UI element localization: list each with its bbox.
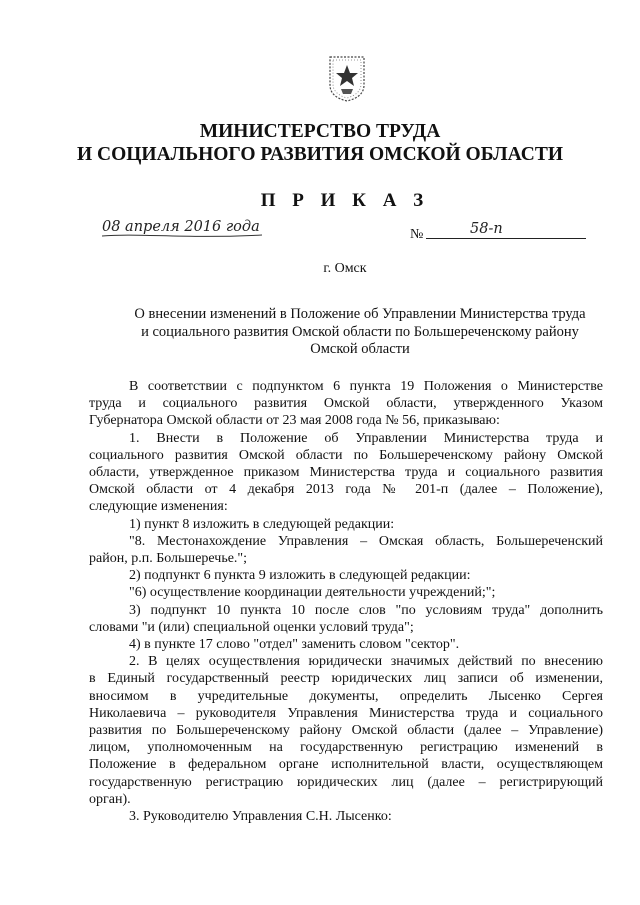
order-date: 08 апреля 2016 года xyxy=(102,219,260,235)
body-line: 1) пункт 8 изложить в следующей редакции: xyxy=(129,516,395,532)
body-line: Положение в федеральном органе исполнительной власти, осуществляющем xyxy=(89,757,603,773)
body-line: развития по Большереченскому району Омской области (далее – Управление) xyxy=(89,723,603,739)
number-underline xyxy=(426,238,586,239)
body-line: 3. Руководителю Управления С.Н. Лысенко: xyxy=(129,809,392,825)
body-line: в Единый государственный реестр юридических лиц записи об изменении, xyxy=(89,671,603,687)
body-line: Николаевича – руководителя Управления Министерства труда и социального xyxy=(89,705,603,721)
body-line: лицом, уполномоченным на государственную регистрацию изменений в xyxy=(89,740,603,756)
body-line: "6) осуществление координации деятельности учреждений;"; xyxy=(129,585,496,601)
body-line: 2) подпункт 6 пункта 9 изложить в следующей редакции: xyxy=(129,568,471,584)
order-title xyxy=(80,306,640,359)
body-line: Омской области от 4 декабря 2013 года № 201-п (далее – Положение), xyxy=(89,482,603,498)
ministry-name-line-1: МИНИСТЕРСТВО ТРУДА xyxy=(199,121,441,142)
body-line: Губернатора Омской области от 23 мая 2008 года № 56, приказываю: xyxy=(89,413,500,429)
body-line: "8. Местонахождение Управления – Омская область, Большереченский xyxy=(129,533,603,549)
body-line: В соответствии с подпунктом 6 пункта 19 Положения о Министерстве xyxy=(129,379,603,394)
title-line: Омской области xyxy=(310,341,410,357)
body-line: области, утвержденное приказом Министерства труда и социального развития xyxy=(89,465,603,481)
order-body xyxy=(89,378,603,825)
body-line: труда и социального развития Омской области, утвержденного Указом xyxy=(89,396,603,412)
title-line: О внесении изменений в Положение об Управлении Министерства труда xyxy=(134,306,586,322)
coat-of-arms-emblem xyxy=(327,55,367,103)
body-line: 1. Внести в Положение об Управлении Министерства труда и xyxy=(129,430,603,446)
number-label: № xyxy=(410,227,424,242)
body-line: 3) подпункт 10 пункта 10 после слов "по условиям труда" дополнить xyxy=(129,602,603,618)
body-line: социального развития Омской области по Большереченскому району Омской xyxy=(89,447,603,463)
date-underline xyxy=(102,233,262,239)
body-line: район, р.п. Большеречье."; xyxy=(89,551,248,567)
title-line: и социального развития Омской области по Большереченскому району xyxy=(141,323,579,340)
order-number: 58-п xyxy=(470,221,503,237)
body-line: вносимом в учредительные документы, определить Лысенко Сергея xyxy=(89,688,603,704)
body-line: следующие изменения: xyxy=(89,499,228,515)
body-line: 2. В целях осуществления юридически значимых действий по внесению xyxy=(129,654,603,670)
body-line: словами "и (или) специальной оценки условий труда"; xyxy=(89,619,414,635)
body-line: государственную регистрацию юридических лиц (далее – регистрирующий xyxy=(89,774,603,790)
city: г. Омск xyxy=(323,261,367,276)
body-line: 4) в пункте 17 слово "отдел" заменить словом "сектор". xyxy=(129,637,460,653)
body-line: орган). xyxy=(89,791,131,807)
ministry-name-line-2: И СОЦИАЛЬНОГО РАЗВИТИЯ ОМСКОЙ ОБЛАСТИ xyxy=(76,144,564,165)
document-type-heading: П Р И К А З xyxy=(260,190,430,211)
